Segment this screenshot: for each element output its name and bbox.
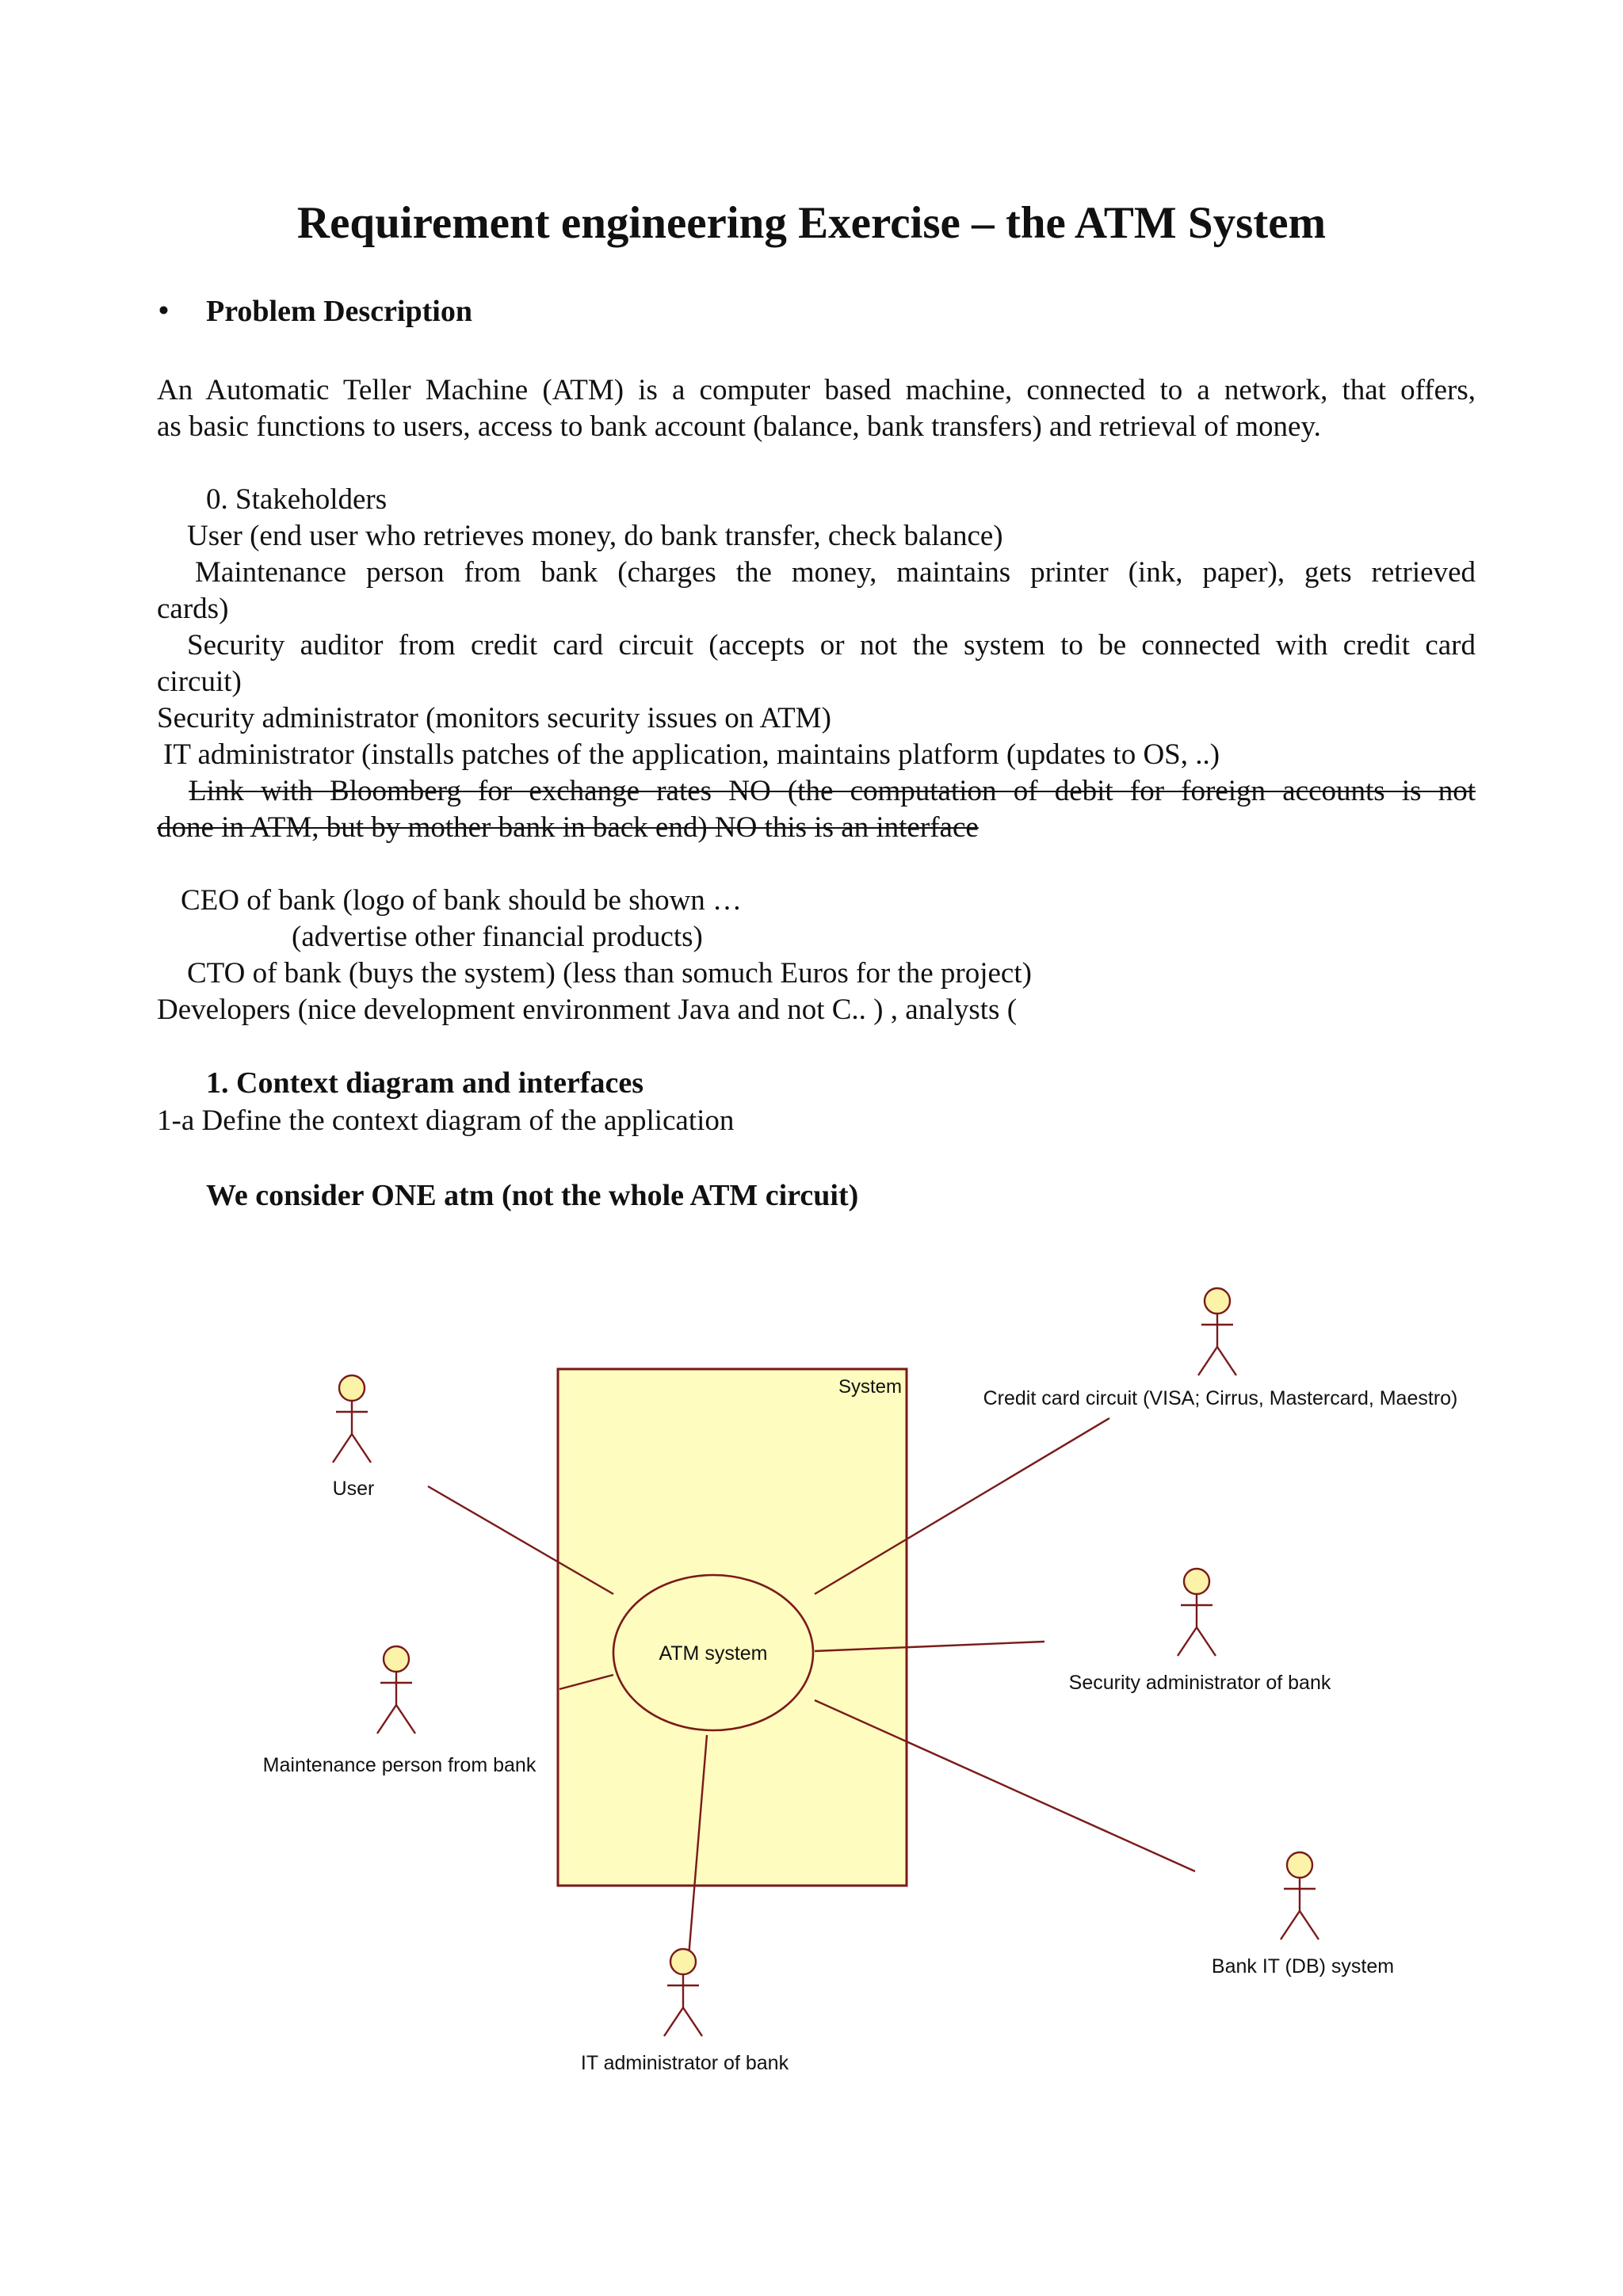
actor-credit-head [1205,1288,1230,1314]
actor-security-leg-left [1178,1627,1197,1656]
actor-it-administrator [581,1949,789,2074]
actor-maintenance-head [384,1646,409,1672]
actor-bankit-leg-right [1300,1911,1319,1939]
problem-heading: Problem Description [206,295,472,328]
stakeholder-it-admin: IT administrator (installs patches of the application, maintains platform (updates to OS, ..) [163,738,1220,771]
actor-credit-leg-right [1217,1347,1236,1375]
context-diagram [0,1236,1623,2107]
stakeholder-security-admin: Security administrator (monitors security issues on ATM) [157,702,831,734]
actor-bankit-head [1287,1852,1312,1878]
stakeholders-heading: 0. Stakeholders [206,483,388,516]
struck-bloomberg-line2: done in ATM, but by mother bank in back end) NO this is an interface [157,811,979,844]
actor-user-head [339,1375,365,1401]
actor-user [333,1375,375,1500]
actor-user-label: User [332,1478,375,1500]
stakeholder-developers: Developers (nice development environment Java and not C.. ) , analysts ( [157,994,1018,1026]
stakeholder-maintenance-line1: Maintenance person from bank (charges the money, maintains printer (ink, paper), gets retrieved [195,556,1476,589]
actor-user-leg-left [333,1434,352,1463]
stakeholder-auditor-line1: Security auditor from credit card circuit (accepts or not the system to be connected with credit card [187,629,1476,662]
context-consider-text: We consider ONE atm (not the whole ATM circuit) [206,1179,859,1212]
actor-maintenance-label: Maintenance person from bank [262,1754,537,1776]
actor-itadmin-leg-left [664,2008,683,2036]
bullet: • [158,295,169,327]
actor-bankit-label: Bank IT (DB) system [1211,1955,1395,1978]
context-define-text: 1-a Define the context diagram of the application [157,1104,735,1137]
actor-credit-card-circuit [983,1288,1458,1409]
actor-maintenance-leg-left [377,1705,396,1733]
actor-credit-label: Credit card circuit (VISA; Cirrus, Mastercard, Maestro) [983,1387,1458,1409]
stakeholder-ceo-line1: CEO of bank (logo of bank should be shown … [181,884,743,917]
actor-itadmin-label: IT administrator of bank [580,2052,789,2074]
actor-security-label: Security administrator of bank [1068,1672,1331,1694]
page-title: Requirement engineering Exercise – the ATM System [296,198,1327,248]
actor-itadmin-head [670,1949,696,1974]
actor-user-leg-right [352,1434,371,1463]
context-heading: 1. Context diagram and interfaces [206,1066,643,1100]
problem-paragraph-line1: An Automatic Teller Machine (ATM) is a computer based machine, connected to a network, that offers, [157,374,1476,406]
actor-itadmin-leg-right [683,2008,702,2036]
usecase-label: ATM system [659,1642,768,1665]
actor-maintenance-leg-right [396,1705,415,1733]
actor-security-administrator [1069,1569,1331,1694]
actor-bankit-leg-left [1281,1911,1300,1939]
actor-maintenance-person [263,1646,537,1776]
actor-security-leg-right [1197,1627,1216,1656]
stakeholder-auditor-line2: circuit) [157,666,242,698]
stakeholder-ceo-line2: (advertise other financial products) [292,921,703,953]
stakeholder-user: User (end user who retrieves money, do bank transfer, check balance) [187,520,1003,552]
actor-security-head [1184,1569,1209,1594]
problem-paragraph-line2: as basic functions to users, access to bank account (balance, bank transfers) and retrieval of money. [157,410,1321,443]
actor-credit-leg-left [1198,1347,1217,1375]
system-label: System [838,1376,902,1398]
actor-bank-it-system [1212,1852,1394,1978]
stakeholder-cto: CTO of bank (buys the system) (less than somuch Euros for the project) [187,957,1032,990]
stakeholder-maintenance-line2: cards) [157,593,229,625]
struck-bloomberg-line1: Link with Bloomberg for exchange rates NO (the computation of debit for foreign accounts is not [189,775,1476,807]
